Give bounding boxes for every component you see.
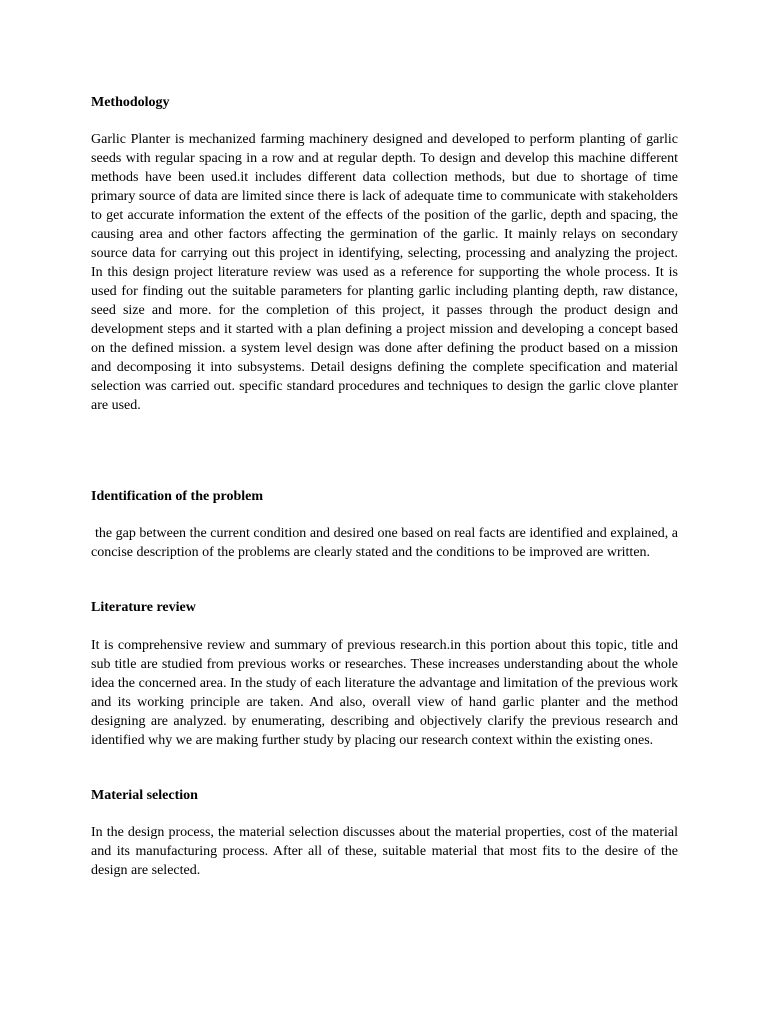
paragraph-material-selection: In the design process, the material selection discusses about the material properties, cost of the material and its manufacturing process. After all of these, suitable material that most fits to the desire of the design are selected. [91, 825, 678, 878]
heading-literature-review: Literature review [91, 600, 196, 615]
heading-identification-of-the-problem: Identification of the problem [91, 489, 264, 504]
paragraph-methodology: Garlic Planter is mechanized farming machinery designed and developed to perform planting of garlic seeds with regular spacing in a row and at regular depth. To design and develop this machine different methods have been used.it includes different data collection methods, but due to shortage of time primary source of data are limited since there is lack of adequate time to communicate with stakeholders to get accurate information the extent of the effects of the position of the garlic, depth and spacing, the causing area and other factors affecting the germination of the garlic. It mainly relays on secondary source data for carrying out this project in identifying, selecting, processing and analyzing the project. In this design project literature review was used as a reference for supporting the whole process. It is used for finding out the suitable parameters for planting garlic including planting depth, raw distance, seed size and more. for the completion of this project, it passes through the product design and development steps and it started with a plan defining a project mission and developing a concept based on the defined mission. a system level design was done after defining the product based on a mission and decomposing it into subsystems. Detail designs defining the complete specification and material selection was carried out. specific standard procedures and techniques to design the garlic clove planter are used. [91, 132, 678, 413]
paragraph-identification-of-the-problem: the gap between the current condition and desired one based on real facts are identified and explained, a concise description of the problems are clearly stated and the conditions to be improved are written. [91, 526, 678, 560]
heading-methodology: Methodology [91, 95, 170, 110]
heading-material-selection: Material selection [91, 788, 198, 803]
paragraph-literature-review: It is comprehensive review and summary of previous research.in this portion about this topic, title and sub title are studied from previous works or researches. These increases understanding about the whole idea the concerned area. In the study of each literature the advantage and limitation of the previous work and its working principle are taken. And also, overall view of hand garlic planter and the method designing are analyzed. by enumerating, describing and objectively clarify the previous research and identified why we are making further study by placing our research context within the existing ones. [91, 638, 678, 748]
